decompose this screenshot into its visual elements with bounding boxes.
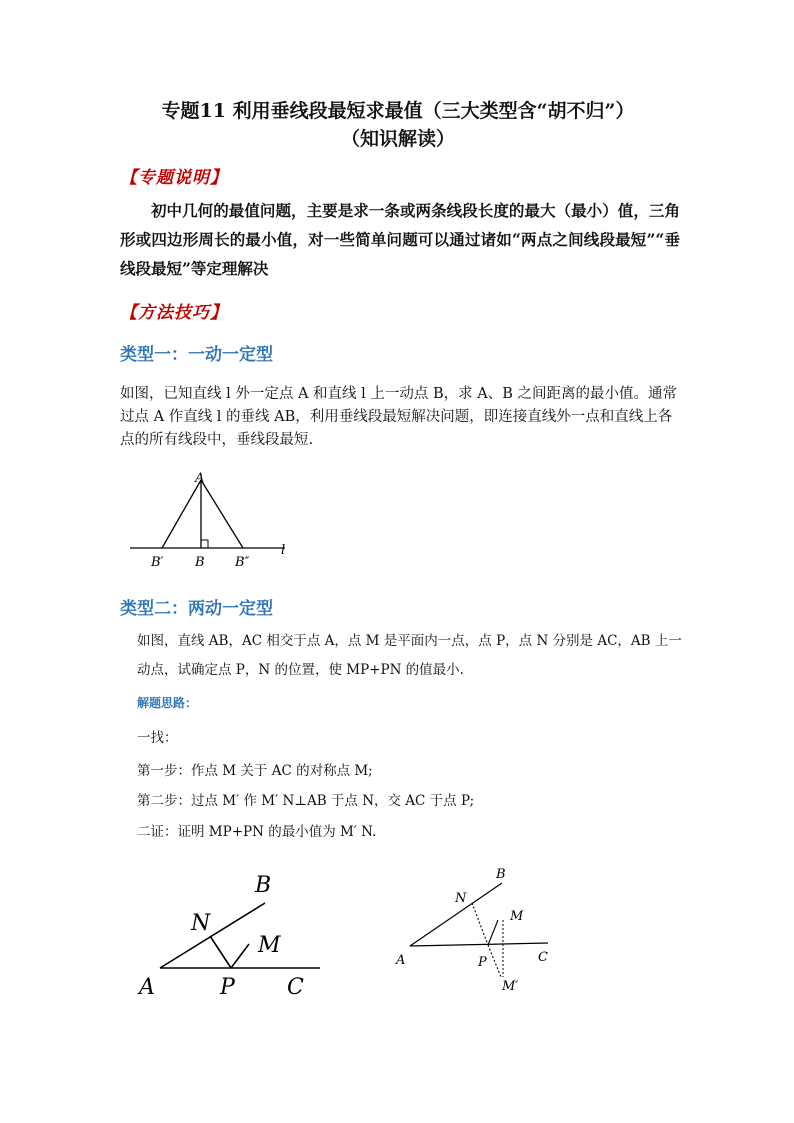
label-N: N xyxy=(455,891,467,906)
label-C: C xyxy=(287,975,304,1000)
label-N: N xyxy=(191,911,211,936)
page-title: 专题11 利用垂线段最短求最值（三大类型含“胡不归”） xyxy=(161,100,635,122)
page-subtitle: （知识解读） xyxy=(340,128,455,150)
label-A: A xyxy=(396,953,406,968)
label-M-prime: M′ xyxy=(502,979,519,994)
label-B: B xyxy=(496,867,506,882)
method-tag: 【方法技巧】 xyxy=(120,303,228,323)
label-P: P xyxy=(478,955,487,970)
intro-paragraph: 初中几何的最值问题，主要是求一条或两条线段长度的最大（最小）值，三角形或四边形周长的最小值，对一些简单问题可以通过诸如“两点之间线段最短”“垂线段最短”等定理解决 xyxy=(120,201,680,278)
step-2: 第二步：过点 M′ 作 M′ N⊥AB 于点 N，交 AC 于点 P; xyxy=(137,793,475,809)
label-M: M xyxy=(258,933,281,958)
type2-heading: 类型二：两动一定型 xyxy=(120,599,273,619)
label-B: B xyxy=(255,873,272,898)
intro-tag: 【专题说明】 xyxy=(120,168,228,188)
label-C: C xyxy=(538,950,548,965)
label-A: A xyxy=(139,975,155,1000)
type1-paragraph: 如图，已知直线 l 外一定点 A 和直线 l 上一动点 B，求 A、B 之间距离的最小值。通常过点 A 作直线 l 的垂线 AB，利用垂线段最短解决问题，即连接直线外一点和直线上各点的所有线段中，垂线段最短. xyxy=(120,386,678,448)
label-M: M xyxy=(510,909,524,924)
step-find: 一找： xyxy=(137,730,178,746)
type2-figure-left xyxy=(135,870,335,1005)
type1-heading: 类型一：一动一定型 xyxy=(120,345,273,365)
type1-figure xyxy=(125,470,295,575)
label-A: A xyxy=(195,471,205,486)
step-prove: 二证：证明 MP+PN 的最小值为 M′ N. xyxy=(137,824,377,840)
step-1: 第一步：作点 M 关于 AC 的对称点 M; xyxy=(137,763,373,779)
idea-label: 解题思路： xyxy=(137,696,198,710)
label-B-prime: B′ xyxy=(151,555,164,570)
label-l: l xyxy=(281,543,286,558)
label-P: P xyxy=(220,975,235,1000)
label-B: B xyxy=(195,555,205,570)
type2-paragraph: 如图，直线 AB，AC 相交于点 A，点 M 是平面内一点，点 P，点 N 分别是 AC，AB 上一动点，试确定点 P，N 的位置，使 MP+PN 的值最小. xyxy=(137,633,682,678)
label-B-double-prime: B″ xyxy=(235,555,250,570)
type2-figure-right xyxy=(390,862,565,997)
